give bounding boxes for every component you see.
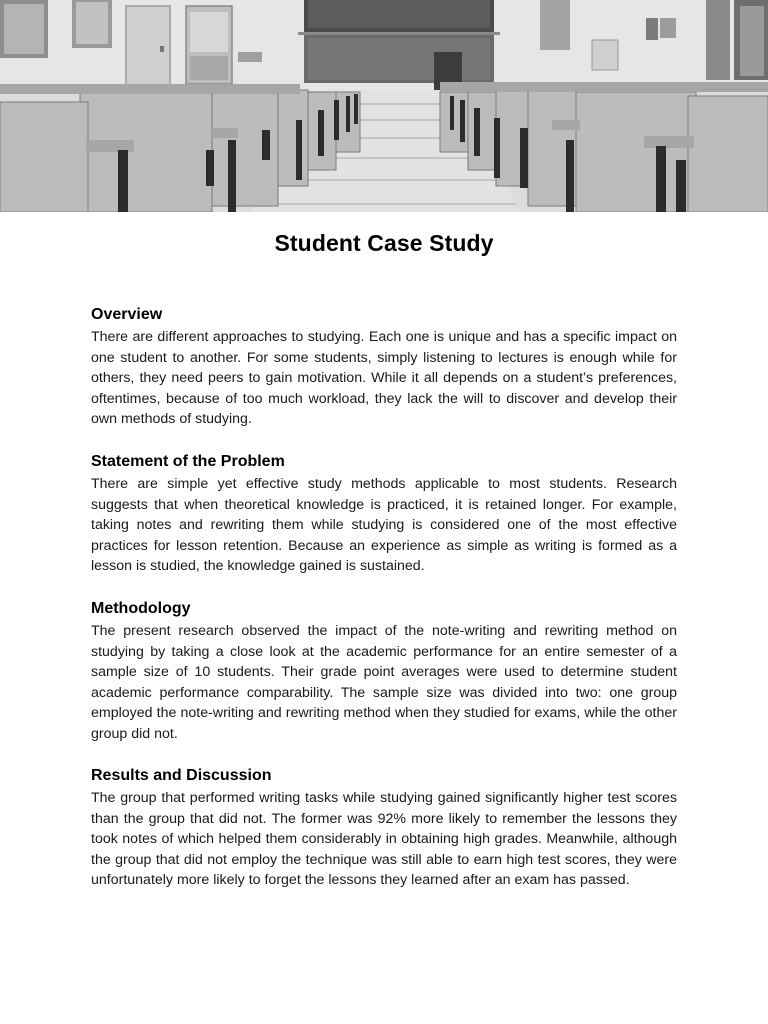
section-body-results-and-discussion: The group that performed writing tasks while studying gained significantly higher test scores than the group that did not. The former was 92% more likely to remember the lessons they took notes of which helped them considerably in obtaining high grades. Meanwhile, although the group that did not employ the technique was still able to earn high test scores, they were unfortunately more likely to forget the lessons they learned after an exam has passed. <box>91 790 677 889</box>
section-statement-of-problem <box>91 452 677 577</box>
classroom-header-image <box>0 0 768 212</box>
section-body-overview: There are different approaches to studying. Each one is unique and has a specific impact on one student to another. For some students, simply listening to lectures is enough while for others, they need peers to gain motivation. While it all depends on a student’s preferences, oftentimes, because of too much workload, they lack the will to discover and develop their own methods of studying. <box>91 329 677 428</box>
section-body-methodology: The present research observed the impact of the note-writing and rewriting method on studying by taking a close look at the academic performance for an entire semester of a sample size of 10 students. Their grade point averages were used to determine student academic performance comparability. The sample size was divided into two: one group employed the note-writing and rewriting method when they studied for exams, while the other group did not. <box>91 623 677 742</box>
section-heading-results-and-discussion: Results and Discussion <box>91 767 272 784</box>
document-title: Student Case Study <box>274 230 494 256</box>
section-heading-overview: Overview <box>91 306 163 323</box>
section-results-and-discussion <box>91 766 677 891</box>
section-methodology <box>91 599 677 745</box>
section-heading-statement-of-problem: Statement of the Problem <box>91 453 285 470</box>
section-body-statement-of-problem: There are simple yet effective study methods applicable to most students. Research suggests that when theoretical knowledge is practiced, it is retained longer. For example, taking notes and rewriting them while studying is considered one of the most effective practices for lesson retention. Because an experience as simple as writing is formed as a lesson is studied, the knowledge gained is sustained. <box>91 476 677 575</box>
section-overview <box>91 305 677 430</box>
section-heading-methodology: Methodology <box>91 600 191 617</box>
